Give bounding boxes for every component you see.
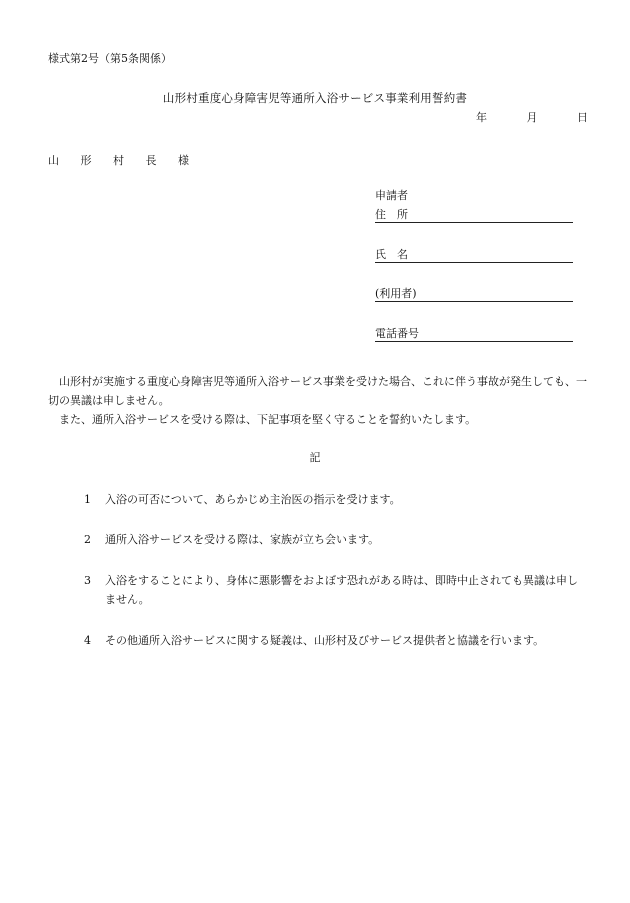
applicant-heading: 申請者 <box>375 189 408 202</box>
phone-field[interactable] <box>375 327 573 342</box>
address-label: 住 所 <box>375 208 408 221</box>
phone-label: 電話番号 <box>375 327 419 340</box>
body-paragraph-1: 山形村が実施する重度心身障害児等通所入浴サービス事業を受けた場合、これに伴う事故が発生しても、一切の異議は申しません。 <box>48 375 587 407</box>
body-paragraph-2: また、通所入浴サービスを受ける際は、下記事項を堅く守ることを誓約いたします。 <box>59 413 477 426</box>
name-field[interactable] <box>375 248 573 263</box>
address-field[interactable] <box>375 208 573 223</box>
item-number: 3 <box>84 574 91 587</box>
addressee: 山 形 村 長 様 <box>48 154 198 167</box>
body-text <box>48 372 588 429</box>
list-item <box>84 490 584 509</box>
item-text: 通所入浴サービスを受ける際は、家族が立ち会います。 <box>105 533 380 546</box>
item-number: 4 <box>84 634 91 647</box>
date-month-label: 月 <box>526 111 538 124</box>
ki-heading: 記 <box>309 451 321 464</box>
item-text: その他通所入浴サービスに関する疑義は、山形村及びサービス提供者と協議を行います。 <box>105 634 545 647</box>
item-number: 2 <box>84 533 91 546</box>
date-day-label: 日 <box>577 111 588 124</box>
document-title: 山形村重度心身障害児等通所入浴サービス事業利用誓約書 <box>162 91 468 105</box>
date-line <box>476 112 588 123</box>
list-item <box>84 631 584 650</box>
item-text: 入浴の可否について、あらかじめ主治医の指示を受けます。 <box>105 493 401 506</box>
item-number: 1 <box>84 493 91 506</box>
item-text: 入浴をすることにより、身体に悪影響をおよぼす恐れがある時は、即時中止されても異議は申しません。 <box>105 574 578 606</box>
user-field[interactable] <box>375 287 573 302</box>
name-label: 氏 名 <box>375 248 408 261</box>
list-item <box>84 571 584 609</box>
user-label: (利用者) <box>375 287 417 300</box>
form-number: 様式第2号（第5条関係） <box>48 52 172 65</box>
list-item <box>84 530 584 549</box>
date-year-label: 年 <box>476 111 487 124</box>
